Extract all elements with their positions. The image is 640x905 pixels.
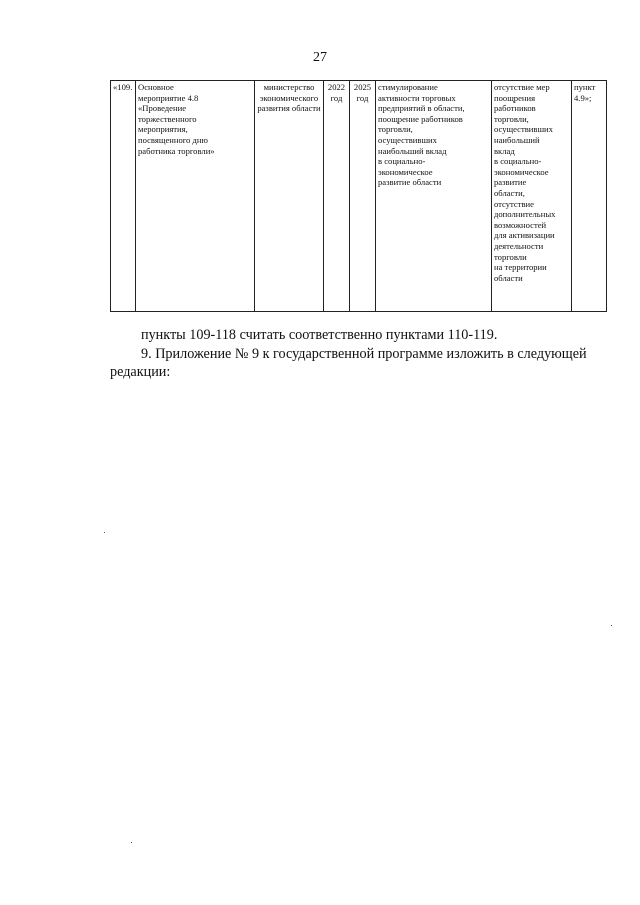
end-year-text: 2025 год	[353, 82, 372, 103]
appendix-paragraph-line2: редакции:	[110, 364, 171, 380]
table-row	[111, 81, 607, 312]
cell-executor	[255, 81, 324, 312]
event-name-text: Основное мероприятие 4.8 «Проведение торжественного мероприятия, посвященного дню работника торговли»	[138, 82, 215, 156]
page-number: 27	[313, 50, 327, 65]
measures-table	[110, 80, 607, 312]
consequences-text: отсутствие мер поощрения работников торговли, осуществивших наибольший вклад в социально- экономическое развитие области, отсутствие дополнительных возможностей для активизации деятельности торговли на территории области	[494, 82, 556, 283]
executor-text: министерство экономического развития области	[257, 82, 321, 114]
scan-speck	[104, 532, 105, 533]
renumbering-paragraph: пункты 109-118 считать соответственно пунктами 110-119.	[141, 327, 498, 343]
related-item-text: пункт 4.9»;	[574, 82, 596, 103]
scan-speck	[611, 625, 612, 626]
cell-end-year	[350, 81, 376, 312]
expected-result-text: стимулирование активности торговых предприятий в области, поощрение работников торговли, осуществивших наибольший вклад в социально- экономическое развитие области	[378, 82, 465, 188]
cell-start-year	[324, 81, 350, 312]
scan-speck	[131, 842, 132, 843]
item-number-text: «109.	[113, 82, 133, 92]
cell-related-item	[572, 81, 607, 312]
cell-expected-result	[376, 81, 492, 312]
cell-item-number	[111, 81, 136, 312]
start-year-text: 2022 год	[327, 82, 346, 103]
appendix-paragraph-line1: 9. Приложение № 9 к государственной программе изложить в следующей	[141, 346, 587, 362]
cell-event-name	[136, 81, 255, 312]
cell-consequences	[492, 81, 572, 312]
